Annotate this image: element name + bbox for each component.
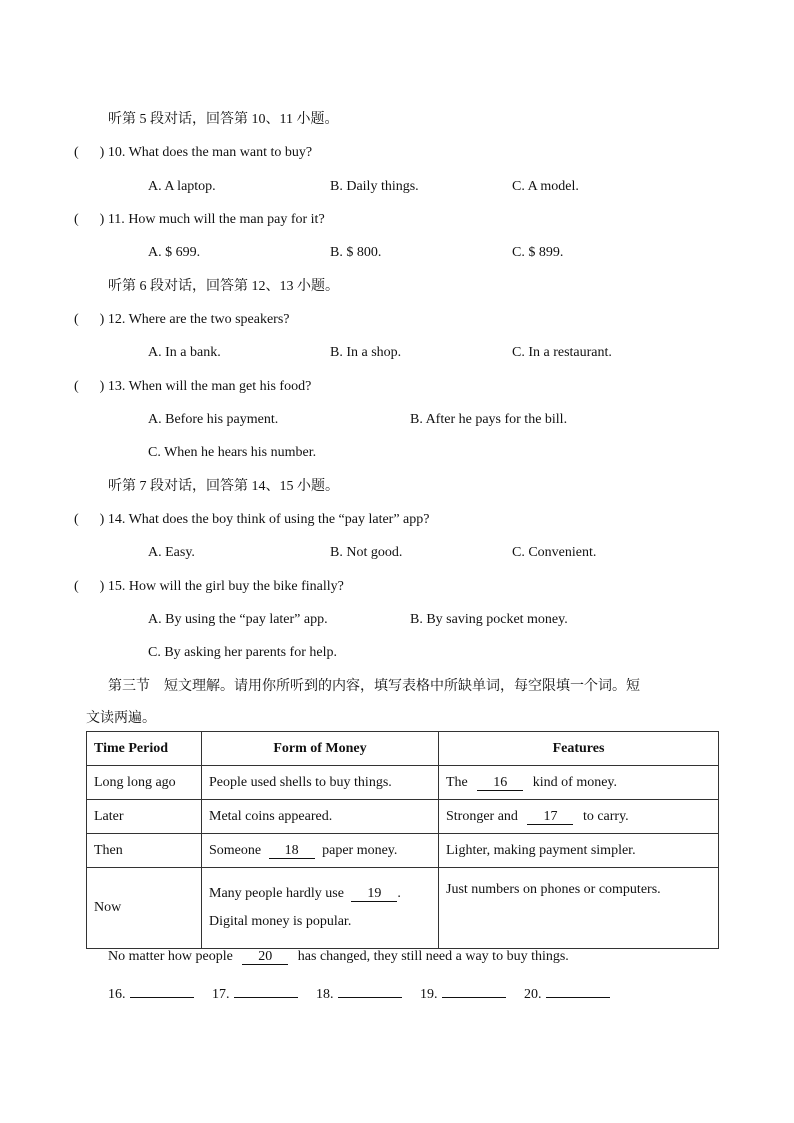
section-label: 听第 <box>108 112 136 127</box>
cell-period: Later <box>87 800 202 834</box>
blank-18: 18 <box>269 844 315 859</box>
cell-text: . <box>397 886 401 901</box>
cell-period: Now <box>87 868 202 949</box>
table-header-row <box>87 732 719 766</box>
blank-19: 19 <box>351 887 397 902</box>
section-label: 小题。 <box>296 112 339 127</box>
option-b: B. By saving pocket money. <box>410 612 568 627</box>
blank-20: 20 <box>242 950 288 965</box>
section-header-7 <box>108 475 339 495</box>
cell-form: People used shells to buy things. <box>202 766 439 800</box>
cell-form <box>202 834 439 868</box>
header-features: Features <box>439 732 719 766</box>
summary-text: has changed, they still need a way to buy things. <box>297 949 569 964</box>
option-a: A. A laptop. <box>148 179 216 194</box>
question-range: 12、13 <box>251 279 294 294</box>
answer-label: 17. <box>212 987 230 1002</box>
answer-19 <box>420 983 506 1003</box>
blank-16: 16 <box>477 776 523 791</box>
blank-17: 17 <box>527 810 573 825</box>
answer-16 <box>108 983 194 1003</box>
cell-text: Digital money is popular. <box>209 914 352 929</box>
header-form-of-money: Form of Money <box>202 732 439 766</box>
option-b: B. After he pays for the bill. <box>410 412 568 427</box>
answer-label: 19. <box>420 987 438 1002</box>
option-c: C. $ 899. <box>512 245 564 260</box>
option-b: B. In a shop. <box>330 345 402 360</box>
option-a: A. By using the “pay later” app. <box>148 612 328 627</box>
cell-text: to carry. <box>582 808 629 824</box>
answer-line[interactable] <box>442 983 506 998</box>
cell-period: Long long ago <box>87 766 202 800</box>
option-c: C. A model. <box>512 179 579 194</box>
section-label: 段对话，回答第 <box>150 479 248 494</box>
question-14 <box>74 512 429 528</box>
answer-20 <box>524 983 610 1003</box>
section-number: 5 <box>139 112 147 127</box>
question-10 <box>74 145 312 161</box>
answer-18 <box>316 983 402 1003</box>
option-c: C. Convenient. <box>512 545 597 560</box>
answer-line[interactable] <box>130 983 194 998</box>
section-label: 听第 <box>108 279 136 294</box>
question-number: ( ) 12. <box>74 312 126 327</box>
question-text: How much will the man pay for it? <box>128 212 325 227</box>
part3-instruction-line2: 文读两遍。 <box>86 711 156 726</box>
section-label: 段对话，回答第 <box>150 279 248 294</box>
option-b: B. $ 800. <box>330 245 382 260</box>
option-a: A. $ 699. <box>148 245 201 260</box>
cell-period: Then <box>87 834 202 868</box>
section-label: 小题。 <box>297 279 339 294</box>
option-c: C. In a restaurant. <box>512 345 612 360</box>
table-row <box>87 800 719 834</box>
cell-feature: Just numbers on phones or computers. <box>439 868 719 949</box>
question-number: ( ) 11. <box>74 212 125 227</box>
cell-text: paper money. <box>322 842 398 858</box>
question-text: When will the man get his food? <box>128 379 312 394</box>
question-text: What does the boy think of using the “pay later” app? <box>128 512 430 527</box>
cell-text: The <box>446 774 468 790</box>
answer-label: 20. <box>524 987 542 1002</box>
question-text: Where are the two speakers? <box>128 312 290 327</box>
question-text: What does the man want to buy? <box>128 145 313 160</box>
option-a: A. Easy. <box>148 545 195 560</box>
answer-label: 16. <box>108 987 126 1002</box>
section-number: 6 <box>139 279 147 294</box>
cell-text: Stronger and <box>446 808 518 824</box>
question-12 <box>74 312 290 328</box>
cell-text: kind of money. <box>532 774 618 790</box>
section-label: 小题。 <box>297 479 339 494</box>
answer-line[interactable] <box>546 983 610 998</box>
section-header-5 <box>108 108 338 128</box>
question-number: ( ) 10. <box>74 145 126 160</box>
part3-instruction-line1: 第三节 短文理解。请用你所听到的内容，填写表格中所缺单词，每空限填一个词。短 <box>108 679 640 694</box>
table-row <box>87 834 719 868</box>
cell-text: Someone <box>209 842 262 858</box>
cell-feature <box>439 800 719 834</box>
option-b: B. Not good. <box>330 545 403 560</box>
answer-line[interactable] <box>234 983 298 998</box>
table-row <box>87 868 719 949</box>
section-number: 7 <box>139 479 147 494</box>
question-number: ( ) 14. <box>74 512 126 527</box>
option-a: A. In a bank. <box>148 345 221 360</box>
question-text: How will the girl buy the bike finally? <box>128 579 344 594</box>
option-c: C. By asking her parents for help. <box>148 645 337 660</box>
question-13 <box>74 379 311 395</box>
cell-form: Metal coins appeared. <box>202 800 439 834</box>
answer-line[interactable] <box>338 983 402 998</box>
question-number: ( ) 15. <box>74 579 126 594</box>
answer-label: 18. <box>316 987 334 1002</box>
question-range: 10、11 <box>251 112 293 127</box>
table-row <box>87 766 719 800</box>
money-history-table <box>86 731 719 949</box>
option-a: A. Before his payment. <box>148 412 279 427</box>
question-number: ( ) 13. <box>74 379 126 394</box>
question-15 <box>74 579 344 595</box>
option-b: B. Daily things. <box>330 179 419 194</box>
cell-form <box>202 868 439 949</box>
cell-feature: Lighter, making payment simpler. <box>439 834 719 868</box>
cell-feature <box>439 766 719 800</box>
cell-text: Many people hardly use <box>209 886 344 901</box>
section-label: 段对话，回答第 <box>150 112 248 127</box>
section-header-6 <box>108 275 339 295</box>
summary-sentence <box>108 949 569 965</box>
summary-text: No matter how people <box>108 949 233 964</box>
question-range: 14、15 <box>251 479 294 494</box>
section-label: 听第 <box>108 479 136 494</box>
question-11 <box>74 212 325 228</box>
header-time-period: Time Period <box>87 732 202 766</box>
option-c: C. When he hears his number. <box>148 445 317 460</box>
answer-17 <box>212 983 298 1003</box>
